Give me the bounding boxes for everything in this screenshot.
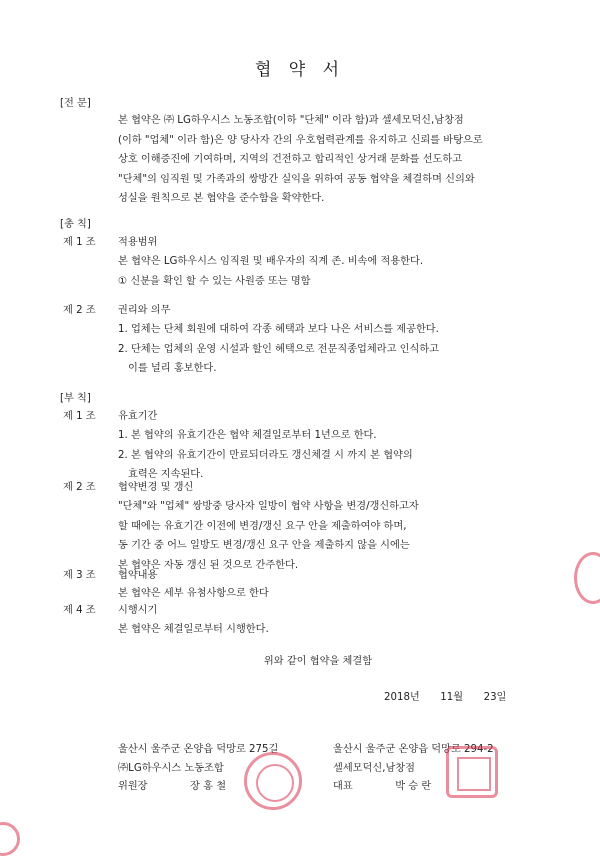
article-line: 1. 본 협약의 유효기간은 협약 체결일로부터 1년으로 한다. [118,430,377,441]
preamble-heading: [전 문] [60,98,91,109]
union-seal-stamp [244,752,302,810]
article-number: 제 1 조 [63,411,96,422]
page-title: 협 약 서 [254,60,346,80]
article-line: 본 협약은 LG하우시스 임직원 및 배우자의 직계 존. 비속에 적용한다. [118,256,424,267]
right-party-org: 셀세모덕신,남창점 [333,763,415,774]
article-line: ① 신분을 확인 할 수 있는 사원증 또는 명함 [118,275,311,287]
margin-seal-stamp-left [0,822,20,856]
article-line: 이를 널리 홍보한다. [128,363,217,374]
article-title: 시행시기 [118,605,158,616]
right-party-signatory [333,779,431,794]
general-article-2-body [118,322,548,381]
general-article-2-header [63,303,170,318]
article-line: 동 기간 중 어느 일방도 변경/갱신 요구 안을 제출하지 않을 시에는 [118,540,410,551]
article-line: "단체"와 "업체" 쌍방중 당사자 일방이 협약 사항을 변경/갱신하고자 [118,501,419,512]
general-article-1-header [63,235,157,250]
date-month: 11월 [440,692,464,703]
preamble-line: "단체"의 임직원 및 가족과의 쌍방간 실익을 위하여 공동 협약을 체결하며 신의와 [118,173,475,185]
general-heading: [총 칙] [60,219,91,230]
closing-statement: 위와 같이 협약을 체결함 [263,656,373,667]
article-line: 본 협약은 세부 유첨사항으로 한다 [118,588,269,599]
preamble-line: (이하 "업체" 이라 함)은 양 당사자 간의 우호협력관계를 유지하고 신뢰를 바탕으로 [118,134,483,146]
signatory-role: 위원장 [118,781,148,792]
signatory-name: 박 승 란 [395,781,432,792]
article-number: 제 2 조 [63,482,96,493]
left-party-signatory [118,779,226,794]
article-line: 2. 단체는 업체의 운영 시설과 할인 혜택으로 전문직종업체라고 인식하고 [118,343,440,355]
article-number: 제 4 조 [63,605,96,616]
left-party-address: 울산시 울주군 온양읍 덕망로 275길 [118,744,279,755]
preamble-line: 성실을 원칙으로 본 협약을 준수함을 확약한다. [118,193,325,204]
article-title: 협약내용 [118,570,158,581]
date-day: 23일 [483,692,507,703]
supplementary-article-2-header [63,480,193,495]
supplementary-article-1-body [118,428,548,487]
preamble-line: 본 협약은 ㈜ LG하우시스 노동조합(이하 "단체" 이라 함)과 셀세모덕신,남창점 [118,115,464,126]
article-number: 제 2 조 [63,305,96,316]
article-title: 권리와 의무 [118,305,171,316]
article-line: 본 협약은 체결일로부터 시행한다. [118,624,269,635]
supplementary-article-4-body [118,622,548,642]
supplementary-article-3-header [63,568,157,583]
supplementary-article-1-header [63,409,157,424]
article-title: 협약변경 및 갱신 [118,482,194,493]
preamble-line: 상호 이해증진에 기여하며, 지역의 건전하고 합리적인 상거래 문화를 선도하고 [118,154,463,165]
signatory-name: 장 홍 철 [190,781,227,792]
signing-date [384,690,506,705]
date-year: 2018년 [384,692,420,703]
article-line: 할 때에는 유효기간 이전에 변경/갱신 요구 안을 제출하여야 하며, [118,520,407,532]
article-line: 1. 업체는 단체 회원에 대하여 각종 혜택과 보다 나은 서비스를 제공한다. [118,324,439,335]
signatory-role: 대표 [333,781,353,792]
article-line: 2. 본 협약의 유효기간이 만료되더라도 갱신체결 시 까지 본 협약의 [118,449,413,461]
supplementary-article-4-header [63,603,157,618]
article-line: 효력은 지속된다. [128,469,204,480]
article-number: 제 1 조 [63,237,96,248]
article-title: 유효기간 [118,411,158,422]
preamble-body [118,113,548,211]
supplementary-heading: [부 칙] [60,393,91,404]
margin-seal-stamp-right [574,552,600,604]
article-line: 본 협약은 자동 갱신 된 것으로 간주한다. [118,559,299,571]
company-seal-stamp [446,746,498,798]
right-party-address: 울산시 울주군 온양읍 덕망로 294-2 [333,744,494,755]
article-title: 적용범위 [118,237,158,248]
article-number: 제 3 조 [63,570,96,581]
left-party-org: ㈜LG하우시스 노동조합 [118,763,224,774]
general-article-1-body [118,254,548,293]
supplementary-article-2-body [118,499,548,577]
supplementary-article-3-body [118,586,548,606]
